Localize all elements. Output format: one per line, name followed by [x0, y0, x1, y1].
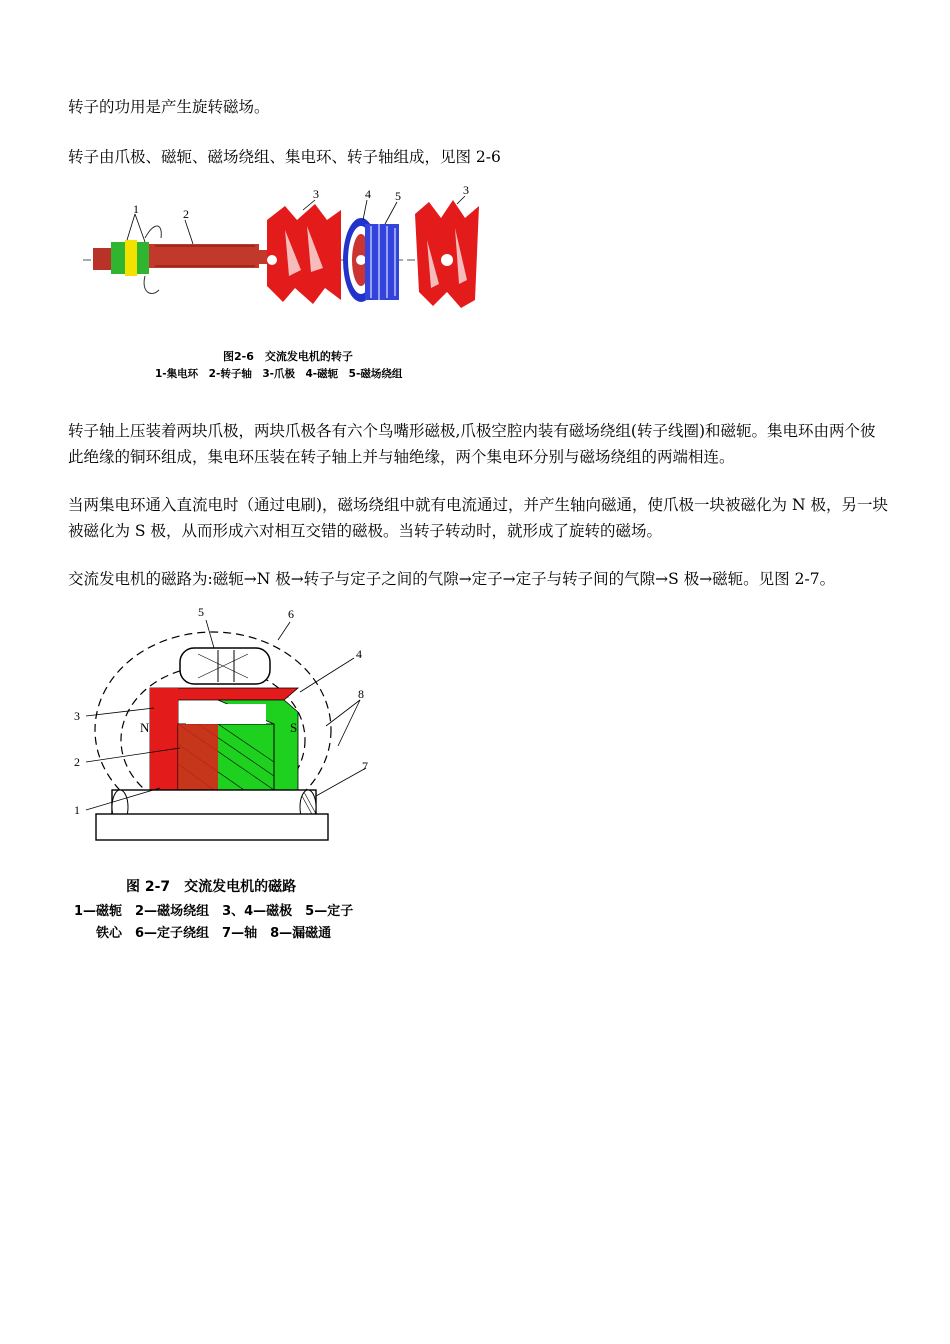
figure-magnetic-circuit — [68, 600, 378, 945]
circuit-label-1: 1 — [74, 803, 80, 817]
circuit-label-7: 7 — [362, 759, 368, 773]
magnetic-circuit-diagram — [68, 600, 378, 850]
rotor-label-5: 5 — [395, 189, 401, 203]
circuit-label-4: 4 — [356, 647, 362, 661]
rotor-label-3b: 3 — [463, 183, 469, 197]
figure-circuit-legend-line2: 铁心 6—定子绕组 7—轴 8—漏磁通 — [96, 926, 332, 941]
figure-rotor-title: 图2-6 交流发电机的转子 — [223, 350, 353, 363]
paragraph-magnetic-circuit: 交流发电机的磁路为:磁轭→N 极→转子与定子之间的气隙→定子→定子与转子间的气隙→S 极→磁轭。见图 2-7。 — [68, 570, 836, 588]
rotor-label-1: 1 — [133, 202, 139, 216]
paragraph-rotor-function: 转子的功用是产生旋转磁场。 — [68, 98, 270, 116]
figure-rotor — [75, 180, 485, 390]
s-pole-label: S — [290, 720, 298, 735]
paragraph-rotor-structure: 转子轴上压装着两块爪极，两块爪极各有六个鸟嘴形磁极,爪极空腔内装有磁场绕组(转子线圈)和磁轭。集电环由两个彼此绝缘的铜环组成，集电环压装在转子轴上并与轴绝缘，两个集电环分别与磁场绕组的两端相连。 — [68, 422, 876, 466]
n-pole-label: N — [140, 720, 150, 735]
paragraph-rotor-composition: 转子由爪极、磁轭、磁场绕组、集电环、转子轴组成，见图 2-6 — [68, 148, 501, 166]
paragraph-magnetization: 当两集电环通入直流电时（通过电刷)，磁场绕组中就有电流通过，并产生轴向磁通，使爪极一块被磁化为 N 极，另一块被磁化为 S 极，从而形成六对相互交错的磁极。当转子转动时，就形成了旋转的磁场。 — [68, 496, 888, 540]
rotor-label-3a: 3 — [313, 187, 319, 201]
rotor-label-4: 4 — [365, 187, 371, 201]
circuit-label-8: 8 — [358, 687, 364, 701]
circuit-label-6: 6 — [288, 607, 294, 621]
figure-circuit-legend-line1: 1—磁轭 2—磁场绕组 3、4—磁极 5—定子 — [74, 904, 354, 919]
figure-rotor-legend: 1-集电环 2-转子轴 3-爪极 4-磁轭 5-磁场绕组 — [155, 368, 403, 380]
circuit-label-3: 3 — [74, 709, 80, 723]
rotor-label-2: 2 — [183, 207, 189, 221]
circuit-label-5: 5 — [198, 605, 204, 619]
figure-circuit-title: 图 2-7 交流发电机的磁路 — [126, 879, 297, 895]
circuit-label-2: 2 — [74, 755, 80, 769]
